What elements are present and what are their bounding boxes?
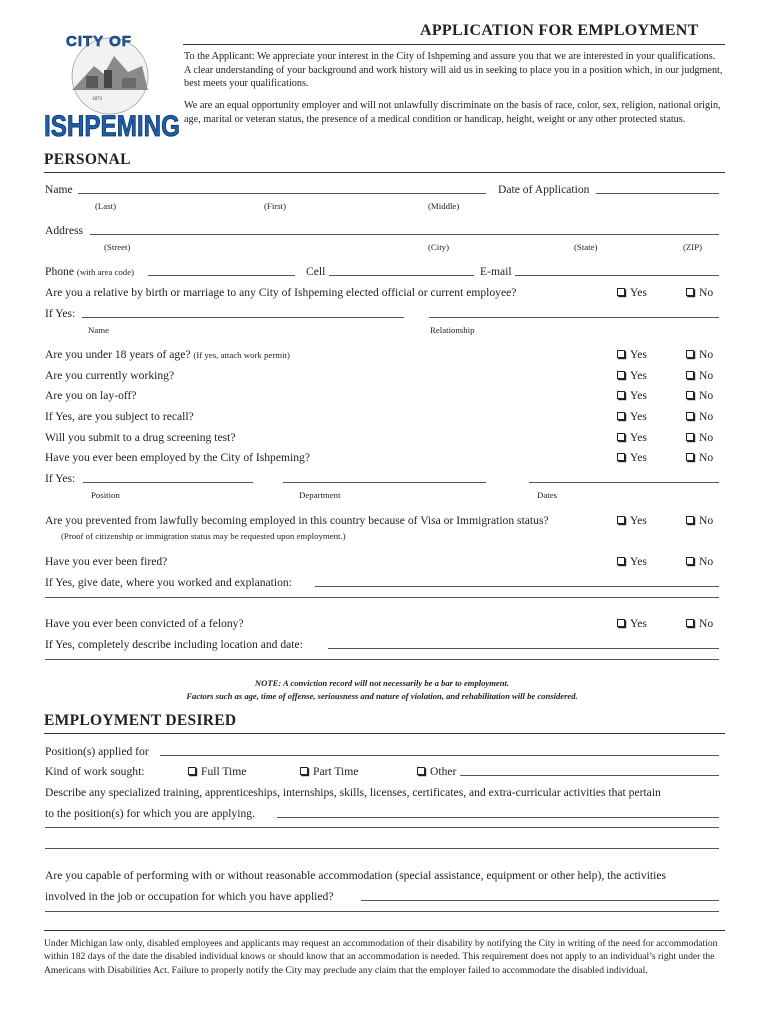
training-row bbox=[45, 785, 720, 801]
layoff-no[interactable]: No bbox=[686, 388, 713, 404]
caption-street: (Street) bbox=[104, 242, 131, 252]
position-label: Position(s) applied for bbox=[45, 745, 149, 758]
logo-bottom-text: ISHPEMING bbox=[44, 110, 180, 143]
fired-row bbox=[45, 554, 720, 570]
checkbox-icon bbox=[686, 391, 694, 399]
other-option[interactable]: Other bbox=[417, 764, 456, 780]
accommodation-field[interactable] bbox=[361, 889, 719, 901]
checkbox-icon bbox=[686, 350, 694, 358]
name-label: Name bbox=[45, 183, 73, 196]
drug-question: Will you submit to a drug screening test? bbox=[45, 431, 236, 444]
felony-yes[interactable]: Yes bbox=[617, 616, 647, 632]
checkbox-icon bbox=[617, 391, 625, 399]
fired-detail-label: If Yes, give date, where you worked and explanation: bbox=[45, 576, 292, 589]
part-time-option[interactable]: Part Time bbox=[300, 764, 358, 780]
recall-row bbox=[45, 409, 720, 425]
conviction-note-1: NOTE: A conviction record will not necessarily be a bar to employment. bbox=[254, 678, 510, 688]
under18-note: (If yes, attach work permit) bbox=[193, 350, 290, 360]
fired-detail-field[interactable] bbox=[315, 575, 719, 587]
checkbox-icon bbox=[617, 619, 625, 627]
relative-no[interactable]: No bbox=[686, 285, 713, 301]
caption-name: Name bbox=[88, 325, 110, 335]
checkbox-icon bbox=[417, 767, 425, 775]
conviction-note-2: Factors such as age, time of offense, seriousness and nature of violation, and rehabilitation will be considered. bbox=[186, 691, 578, 701]
section-personal: PERSONAL bbox=[44, 151, 131, 168]
checkbox-icon bbox=[686, 557, 694, 565]
caption-position: Position bbox=[91, 490, 120, 500]
kind-row bbox=[45, 764, 720, 780]
email-label: E-mail bbox=[480, 265, 512, 278]
phone-label: Phone bbox=[45, 265, 74, 278]
caption-zip: (ZIP) bbox=[683, 242, 703, 252]
position-field[interactable] bbox=[160, 744, 719, 756]
footer-rule bbox=[44, 930, 725, 931]
relative-yes[interactable]: Yes bbox=[617, 285, 647, 301]
checkbox-icon bbox=[617, 371, 625, 379]
employed-question: Have you ever been employed by the City of Ishpeming? bbox=[45, 451, 310, 464]
relative-name-field[interactable] bbox=[82, 306, 404, 318]
date-label: Date of Application bbox=[498, 183, 590, 196]
accommodation-row-2 bbox=[45, 889, 720, 905]
employed-ifyes-row bbox=[45, 471, 720, 487]
working-row bbox=[45, 368, 720, 384]
under18-yes[interactable]: Yes bbox=[617, 347, 647, 363]
section-rule bbox=[44, 172, 725, 173]
drug-no[interactable]: No bbox=[686, 430, 713, 446]
under18-row bbox=[45, 347, 720, 363]
layoff-yes[interactable]: Yes bbox=[617, 388, 647, 404]
layoff-row bbox=[45, 388, 720, 404]
relative-row bbox=[45, 285, 720, 301]
felony-no[interactable]: No bbox=[686, 616, 713, 632]
if-yes-label: If Yes: bbox=[45, 307, 76, 320]
checkbox-icon bbox=[188, 767, 196, 775]
employed-row bbox=[45, 450, 720, 466]
caption-department: Department bbox=[299, 490, 341, 500]
prior-department-field[interactable] bbox=[283, 471, 486, 483]
checkbox-icon bbox=[686, 516, 694, 524]
accommodation-field-2[interactable] bbox=[45, 911, 719, 912]
felony-detail-label: If Yes, completely describe including location and date: bbox=[45, 638, 303, 651]
prior-position-field[interactable] bbox=[83, 471, 253, 483]
relationship-field[interactable] bbox=[429, 306, 719, 318]
felony-detail-field-2[interactable] bbox=[45, 659, 719, 660]
phone-row bbox=[45, 264, 720, 280]
checkbox-icon bbox=[617, 453, 625, 461]
checkbox-icon bbox=[686, 412, 694, 420]
visa-note: (Proof of citizenship or immigration status may be requested upon employment.) bbox=[61, 531, 346, 541]
checkbox-icon bbox=[686, 371, 694, 379]
training-field-3[interactable] bbox=[45, 848, 719, 849]
recall-no[interactable]: No bbox=[686, 409, 713, 425]
address-field[interactable] bbox=[90, 223, 719, 235]
checkbox-icon bbox=[300, 767, 308, 775]
caption-last: (Last) bbox=[95, 201, 117, 211]
accommodation-row bbox=[45, 868, 720, 884]
checkbox-icon bbox=[617, 557, 625, 565]
visa-row bbox=[45, 513, 720, 529]
visa-no[interactable]: No bbox=[686, 513, 713, 529]
cell-field[interactable] bbox=[329, 264, 474, 276]
checkbox-icon bbox=[617, 412, 625, 420]
under18-no[interactable]: No bbox=[686, 347, 713, 363]
phone-field[interactable] bbox=[148, 264, 295, 276]
working-yes[interactable]: Yes bbox=[617, 368, 647, 384]
working-no[interactable]: No bbox=[686, 368, 713, 384]
position-row bbox=[45, 744, 720, 760]
training-row-2 bbox=[45, 806, 720, 822]
caption-state: (State) bbox=[574, 242, 598, 252]
caption-middle: (Middle) bbox=[428, 201, 460, 211]
felony-detail-row bbox=[45, 637, 720, 653]
training-field-2[interactable] bbox=[45, 827, 719, 828]
training-question: Describe any specialized training, apprenticeships, internships, skills, licenses, certificates, and extra-curricular activities that pertain bbox=[45, 786, 661, 799]
caption-city: (City) bbox=[428, 242, 450, 252]
caption-first: (First) bbox=[264, 201, 286, 211]
fired-yes[interactable]: Yes bbox=[617, 554, 647, 570]
section-employment-desired: EMPLOYMENT DESIRED bbox=[44, 712, 237, 729]
fired-no[interactable]: No bbox=[686, 554, 713, 570]
checkbox-icon bbox=[686, 619, 694, 627]
relative-ifyes-row bbox=[45, 306, 720, 322]
drug-row bbox=[45, 430, 720, 446]
name-field[interactable] bbox=[78, 182, 486, 194]
checkbox-icon bbox=[686, 453, 694, 461]
if-yes-label: If Yes: bbox=[45, 472, 76, 485]
checkbox-icon bbox=[617, 288, 625, 296]
checkbox-icon bbox=[617, 433, 625, 441]
felony-detail-field[interactable] bbox=[328, 637, 719, 649]
email-field[interactable] bbox=[515, 264, 719, 276]
cell-label: Cell bbox=[306, 265, 326, 278]
accommodation-question-2: involved in the job or occupation for which you have applied? bbox=[45, 890, 334, 903]
footer-notice: Under Michigan law only, disabled employees and applicants may request an accommodation of their disability by notifying the City in writing of the need for accommodation within 182 days of the date the disabled individual knows or should know that an accommodation is needed. This requirement does not apply to an individual’s right under the Americans with Disabilities Act. Failure to properly notify the City may preclude any claim that the employer failed to accommodate the disabled individual. bbox=[44, 938, 718, 976]
layoff-question: Are you on lay-off? bbox=[45, 389, 137, 402]
date-field[interactable] bbox=[596, 182, 719, 194]
name-row bbox=[45, 182, 720, 198]
recall-yes[interactable]: Yes bbox=[617, 409, 647, 425]
address-row bbox=[45, 223, 720, 239]
checkbox-icon bbox=[617, 516, 625, 524]
phone-note: (with area code) bbox=[76, 267, 135, 277]
kind-label: Kind of work sought: bbox=[45, 765, 145, 778]
working-question: Are you currently working? bbox=[45, 369, 175, 382]
section-rule bbox=[44, 733, 725, 734]
caption-dates: Dates bbox=[537, 490, 558, 500]
felony-question: Have you ever been convicted of a felony? bbox=[45, 617, 244, 630]
relative-question: Are you a relative by birth or marriage to any City of Ishpeming elected official or current employee? bbox=[45, 286, 517, 299]
full-time-option[interactable]: Full Time bbox=[188, 764, 246, 780]
accommodation-question: Are you capable of performing with or without reasonable accommodation (special assistance, equipment or other help), the activities bbox=[45, 869, 667, 882]
fired-detail-row bbox=[45, 575, 720, 591]
fired-detail-field-2[interactable] bbox=[45, 597, 719, 598]
checkbox-icon bbox=[686, 433, 694, 441]
drug-yes[interactable]: Yes bbox=[617, 430, 647, 446]
address-label: Address bbox=[45, 224, 83, 237]
logo-year: 1873 bbox=[92, 97, 102, 102]
logo-top-text: CITY OF bbox=[66, 33, 132, 50]
form-title: APPLICATION FOR EMPLOYMENT bbox=[420, 22, 699, 39]
training-question-2: to the position(s) for which you are applying. bbox=[45, 807, 255, 820]
visa-question: Are you prevented from lawfully becoming employed in this country because of Visa or Immigration status? bbox=[45, 514, 549, 527]
felony-row bbox=[45, 616, 720, 632]
intro-paragraph-2: We are an equal opportunity employer and will not unlawfully discriminate on the basis of race, color, sex, religion, national origin, age, marital or veteran status, the presence of a medical condition or handicap, height, weight or any other protected status. bbox=[184, 100, 721, 125]
checkbox-icon bbox=[617, 350, 625, 358]
other-field[interactable] bbox=[460, 764, 719, 776]
visa-yes[interactable]: Yes bbox=[617, 513, 647, 529]
training-field[interactable] bbox=[277, 806, 719, 818]
title-rule bbox=[183, 44, 725, 45]
prior-dates-field[interactable] bbox=[529, 471, 719, 483]
employed-yes[interactable]: Yes bbox=[617, 450, 647, 466]
fired-question: Have you ever been fired? bbox=[45, 555, 168, 568]
intro-paragraph-1: To the Applicant: We appreciate your interest in the City of Ishpeming and assure you that we are interested in your qualifications. A clear understanding of your background and work history will aid us in seeking to place you in a position which, in our judgment, best meets your qualifications. bbox=[184, 51, 723, 90]
caption-relationship: Relationship bbox=[430, 325, 475, 335]
employed-no[interactable]: No bbox=[686, 450, 713, 466]
city-logo bbox=[42, 26, 182, 141]
recall-question: If Yes, are you subject to recall? bbox=[45, 410, 194, 423]
under18-question: Are you under 18 years of age? bbox=[45, 348, 191, 361]
checkbox-icon bbox=[686, 288, 694, 296]
